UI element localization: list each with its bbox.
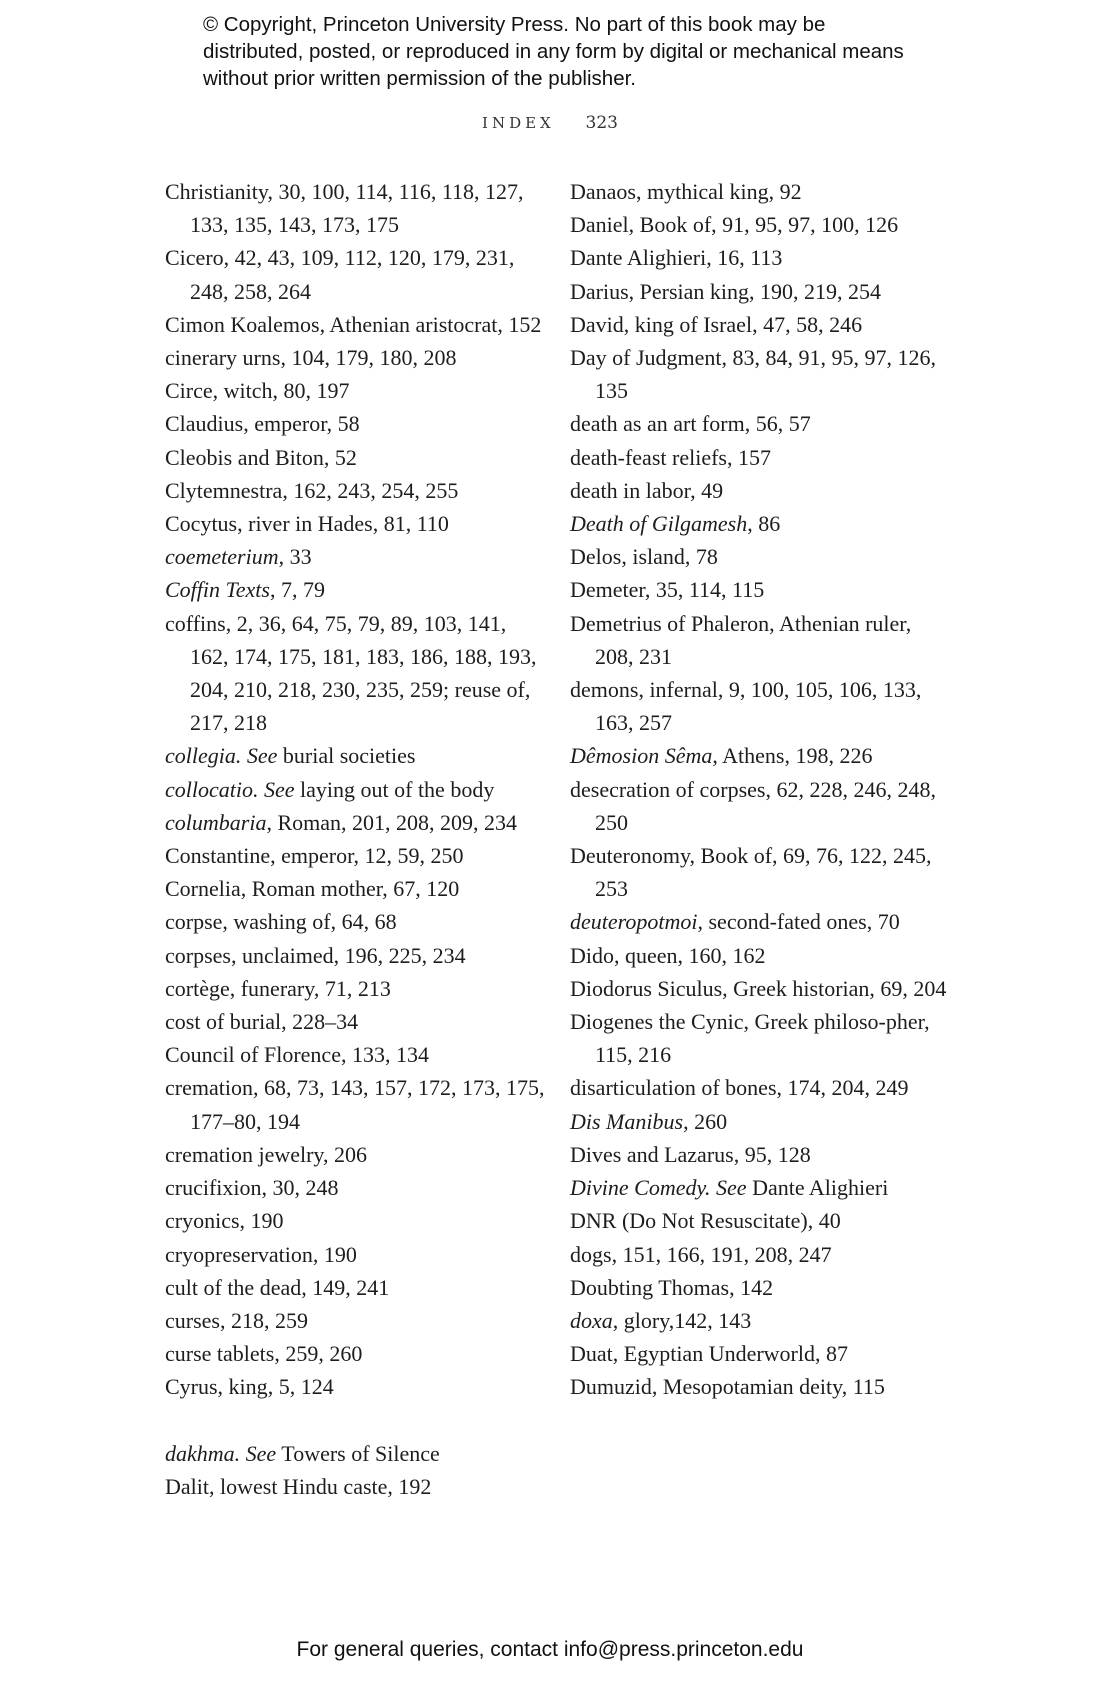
index-entry-term: Dalit, lowest Hindu caste <box>165 1473 388 1499</box>
index-entry-term: curses <box>165 1307 220 1333</box>
index-entry <box>165 540 545 573</box>
index-entry-locators: , 47, 58, 246 <box>752 311 863 337</box>
index-entry-locators: , 133, 134 <box>340 1042 429 1068</box>
index-entry <box>570 1005 955 1071</box>
index-entry-term: curse tablets <box>165 1341 275 1367</box>
index-entry-locators: , 190 <box>312 1241 357 1267</box>
index-entry <box>165 939 545 972</box>
index-column-right <box>570 175 955 1404</box>
index-entry-term: coffins <box>165 610 226 636</box>
index-entry <box>570 972 955 1005</box>
index-entry <box>570 739 955 772</box>
index-entry-locators: , 95, 128 <box>733 1141 811 1167</box>
index-entry <box>570 407 955 440</box>
index-entry <box>165 1005 545 1038</box>
index-entry-italic-term: Divine Comedy. See <box>570 1175 747 1201</box>
index-entry-italic-term: columbaria <box>165 809 267 835</box>
index-entry-locators: , 30, 100, 114, 116, 118, 127, 133, 135, 143, 173, 175 <box>190 179 524 238</box>
index-entry-locators: , 49 <box>690 477 724 503</box>
index-entry-locators: , 190, 219, 254 <box>749 278 882 304</box>
index-entry-locators: , 67, 120 <box>382 876 460 902</box>
index-entry <box>165 972 545 1005</box>
index-entry <box>165 441 545 474</box>
index-entry-locators: , 56, 57 <box>744 411 811 437</box>
index-entry <box>165 241 545 307</box>
index-entry <box>570 474 955 507</box>
index-entry-italic-term: Coffin Texts <box>165 577 270 603</box>
index-entry-locators: , 78 <box>684 544 718 570</box>
index-entry-locators: , 228–34 <box>281 1009 359 1035</box>
index-entry <box>165 1238 545 1271</box>
letter-section-gap <box>165 1404 545 1437</box>
index-entry-term: crucifixion <box>165 1175 262 1201</box>
index-entry <box>570 1370 955 1403</box>
index-entry <box>165 1470 545 1503</box>
index-entry <box>165 1071 545 1137</box>
index-entry-locators: , 115 <box>841 1374 885 1400</box>
running-head-title: INDEX <box>482 114 555 132</box>
index-entry <box>570 1304 955 1337</box>
index-entry-locators: , 104, 179, 180, 208 <box>280 345 457 371</box>
index-entry <box>165 507 545 540</box>
index-entry <box>165 374 545 407</box>
index-entry-locators: , 206 <box>323 1141 367 1167</box>
index-entry-locators: , 71, 213 <box>313 975 391 1001</box>
index-entry-term: Cicero <box>165 245 224 271</box>
index-entry <box>165 1304 545 1337</box>
index-entry-locators: , 157 <box>726 444 771 470</box>
index-entry-locators: , 7, 79 <box>269 577 325 603</box>
index-entry-locators: , 218, 259 <box>219 1307 308 1333</box>
index-entry-locators: , 58 <box>326 411 360 437</box>
index-entry-term: Christianity <box>165 179 268 204</box>
index-entry-locators: , 142 <box>729 1274 774 1300</box>
index-entry-term: Dumuzid, Mesopotamian deity <box>570 1374 842 1400</box>
index-entry-term: cortège, funerary <box>165 975 314 1001</box>
index-entry-locators: , 64, 68 <box>330 909 397 935</box>
index-entry <box>570 1238 955 1271</box>
index-entry-term: Dido, queen <box>570 942 678 968</box>
index-entry <box>570 540 955 573</box>
running-head <box>0 113 1100 133</box>
index-entry <box>165 474 545 507</box>
index-entry-locators: second-fated ones, 70 <box>703 909 900 935</box>
index-entry <box>165 1337 545 1370</box>
index-entry <box>570 1138 955 1171</box>
index-entry-locators: , glory,142, 143 <box>612 1307 752 1333</box>
index-entry-locators: , 52 <box>323 444 357 470</box>
index-entry-locators: , 162, 243, 254, 255 <box>282 477 459 503</box>
index-entry <box>165 1271 545 1304</box>
index-entry <box>570 175 955 208</box>
index-entry-term: Demeter <box>570 577 645 603</box>
index-entry-locators: , 152 <box>497 311 542 337</box>
index-entry-locators: , 16, 113 <box>706 245 783 271</box>
index-entry-locators: Towers of Silence <box>276 1440 440 1466</box>
index-entry-italic-term: doxa <box>570 1307 613 1333</box>
index-entry-locators: , 30, 248 <box>261 1175 339 1201</box>
index-entry-locators: , 86 <box>747 511 781 537</box>
index-entry <box>570 1204 955 1237</box>
index-entry-term: Demetrius of Phaleron, Athenian ruler <box>570 610 906 636</box>
index-entry <box>570 1071 955 1104</box>
index-entry-term: cryonics <box>165 1208 240 1234</box>
index-entry-italic-term: Dis Manibus <box>570 1108 684 1134</box>
index-entry <box>165 407 545 440</box>
index-entry <box>165 1038 545 1071</box>
index-entry <box>570 1105 955 1138</box>
index-entry <box>570 1337 955 1370</box>
index-entry-locators: , 12, 59, 250 <box>353 843 464 869</box>
index-entry <box>570 308 955 341</box>
index-entry-locators: , 5, 124 <box>267 1374 334 1400</box>
index-entry-italic-term: dakhma. See <box>165 1440 277 1466</box>
index-entry-term: Duat, Egyptian Underworld <box>570 1341 815 1367</box>
index-entry-term: Cocytus, river in Hades <box>165 511 373 537</box>
index-entry-term: death-feast reliefs <box>570 444 727 470</box>
index-entry <box>165 308 545 341</box>
index-entry <box>570 905 955 938</box>
index-entry-term: Diogenes the Cynic, Greek philoso-pher <box>570 1009 925 1035</box>
index-column-left <box>165 175 545 1503</box>
index-entry-locators: , 260 <box>683 1108 728 1134</box>
index-entry-locators: , 208, 231 <box>595 610 912 669</box>
index-entry-locators: , 160, 162 <box>677 942 766 968</box>
index-entry-term: corpse, washing of <box>165 909 331 935</box>
index-entry-locators: , 62, 228, 246, 248, 250 <box>595 776 936 835</box>
index-entry-term: desecration of corpses <box>570 776 766 802</box>
index-entry-term: David, king of Israel <box>570 311 753 337</box>
index-entry-locators: , 149, 241 <box>301 1274 390 1300</box>
index-entry-locators: , Roman, 201, 208, 209, 234 <box>266 809 518 835</box>
index-entry <box>570 507 955 540</box>
index-entry-term: cost of burial <box>165 1009 282 1035</box>
index-entry-term: cinerary urns <box>165 345 281 371</box>
index-entry <box>165 739 545 772</box>
index-entry <box>570 275 955 308</box>
index-entry <box>165 607 545 740</box>
index-entry-term: Cimon Koalemos, Athenian aristocrat <box>165 311 498 337</box>
index-entry-locators: , 259, 260 <box>274 1341 363 1367</box>
index-entry <box>165 839 545 872</box>
index-entry <box>165 905 545 938</box>
index-entry <box>570 208 955 241</box>
index-entry-locators: , 33 <box>278 544 312 570</box>
index-entry-italic-term: collocatio. See <box>165 776 295 802</box>
index-entry <box>570 839 955 905</box>
index-entry <box>570 341 955 407</box>
index-entry-locators: , 2, 36, 64, 75, 79, 89, 103, 141, 162, 174, 175, 181, 183, 186, 188, 193, 204, 210, 218, 230, 235, 259; reuse of, 217, 218 <box>190 610 537 736</box>
index-entry-locators: , 69, 204 <box>869 975 947 1001</box>
index-entry-locators: , 81, 110 <box>372 511 449 537</box>
index-entry-italic-term: deuteropotmoi, <box>570 909 703 935</box>
index-entry-italic-term: coemeterium <box>165 544 279 570</box>
index-entry-term: Danaos, mythical king <box>570 179 769 204</box>
index-entry-term: death as an art form <box>570 411 745 437</box>
index-entry-term: Cleobis and Biton <box>165 444 324 470</box>
index-entry-locators: , 151, 166, 191, 208, 247 <box>611 1241 832 1267</box>
index-entry-term: DNR (Do Not Resuscitate) <box>570 1208 808 1234</box>
index-entry <box>570 939 955 972</box>
index-entry-locators: burial societies <box>277 743 416 769</box>
index-entry-term: Day of Judgment <box>570 345 722 371</box>
copyright-notice: © Copyright, Princeton University Press. No part of this book may be distributed, posted, or reproduced in any form by digital or mechanical means without prior written permission of the publisher. <box>203 13 904 90</box>
index-entry <box>165 175 545 241</box>
index-entry <box>570 607 955 673</box>
index-entry-term: Doubting Thomas <box>570 1274 730 1300</box>
index-entry <box>165 573 545 606</box>
index-entry-term: Dante Alighieri <box>570 245 707 271</box>
index-entry-term: cremation <box>165 1075 253 1101</box>
index-entry-term: Deuteronomy, Book of <box>570 843 773 869</box>
index-entry-locators: , 42, 43, 109, 112, 120, 179, 231, 248, 258, 264 <box>190 245 515 304</box>
index-entry-term: death in labor <box>570 477 691 503</box>
index-entry-locators: , Athens, 198, 226 <box>712 743 873 769</box>
index-entry-locators: laying out of the body <box>294 776 495 802</box>
index-entry <box>165 806 545 839</box>
index-entry <box>165 773 545 806</box>
index-entry-locators: , 68, 73, 143, 157, 172, 173, 175, 177–80, 194 <box>190 1075 545 1134</box>
index-entry-term: Council of Florence <box>165 1042 341 1068</box>
index-entry-locators: , 92 <box>768 179 802 204</box>
index-entry-locators: , 87 <box>815 1341 848 1367</box>
index-entry-locators: , 83, 84, 91, 95, 97, 126, 135 <box>595 345 937 404</box>
index-entry <box>165 1370 545 1403</box>
index-entry <box>165 1437 545 1470</box>
index-entry <box>165 1204 545 1237</box>
index-entry <box>570 573 955 606</box>
index-entry-italic-term: Dêmosion Sêma <box>570 743 713 769</box>
index-entry-term: Darius, Persian king <box>570 278 750 304</box>
index-entry-term: Constantine, emperor <box>165 843 354 869</box>
index-entry-term: Cyrus, king <box>165 1374 268 1400</box>
index-entry-term: disarticulation of bones <box>570 1075 777 1101</box>
index-entry-term: Diodorus Siculus, Greek historian <box>570 975 870 1001</box>
index-entry <box>570 241 955 274</box>
index-entry-term: Dives and Lazarus <box>570 1141 734 1167</box>
index-entry-term: corpses, unclaimed <box>165 942 334 968</box>
index-entry-term: Cornelia, Roman mother <box>165 876 383 902</box>
index-entry <box>570 1271 955 1304</box>
index-entry-italic-term: Death of Gilgamesh <box>570 511 748 537</box>
index-entry-term: cryopreservation <box>165 1241 313 1267</box>
index-entry-locators: , 35, 114, 115 <box>644 577 765 603</box>
index-entry-term: dogs <box>570 1241 612 1267</box>
index-entry <box>165 1171 545 1204</box>
index-entry-term: demons, infernal <box>570 677 718 703</box>
index-entry-term: Delos, island <box>570 544 685 570</box>
index-entry-locators: , 196, 225, 234 <box>333 942 466 968</box>
index-entry <box>165 341 545 374</box>
index-entry-term: Daniel, Book of <box>570 212 712 238</box>
index-entry <box>165 1138 545 1171</box>
index-entry <box>570 773 955 839</box>
index-entry-term: cult of the dead <box>165 1274 302 1300</box>
index-entry-locators: , 69, 76, 122, 245, 253 <box>595 843 932 902</box>
index-entry <box>570 441 955 474</box>
page-number: 323 <box>585 113 618 133</box>
index-entry-locators: Dante Alighieri <box>746 1175 889 1201</box>
index-entry-locators: , 91, 95, 97, 100, 126 <box>711 212 899 238</box>
index-entry <box>570 673 955 739</box>
index-entry-term: Circe, witch <box>165 378 273 404</box>
index-entry-locators: , 80, 197 <box>272 378 350 404</box>
index-entry-locators: , 9, 100, 105, 106, 133, 163, 257 <box>595 677 922 736</box>
footer-contact: For general queries, contact info@press.princeton.edu <box>296 1638 804 1661</box>
index-entry-locators: , 192 <box>387 1473 432 1499</box>
index-entry <box>165 872 545 905</box>
index-entry-term: cremation jewelry <box>165 1141 323 1167</box>
index-entry-locators: , 40 <box>807 1208 841 1234</box>
index-entry-locators: , 174, 204, 249 <box>776 1075 909 1101</box>
index-entry-locators: , 190 <box>239 1208 284 1234</box>
index-entry-term: Clytemnestra <box>165 477 283 503</box>
index-entry-italic-term: collegia. See <box>165 743 278 769</box>
index-entry-locators: , 115, 216 <box>595 1009 930 1068</box>
index-entry-term: Claudius, emperor <box>165 411 327 437</box>
index-entry <box>570 1171 955 1204</box>
